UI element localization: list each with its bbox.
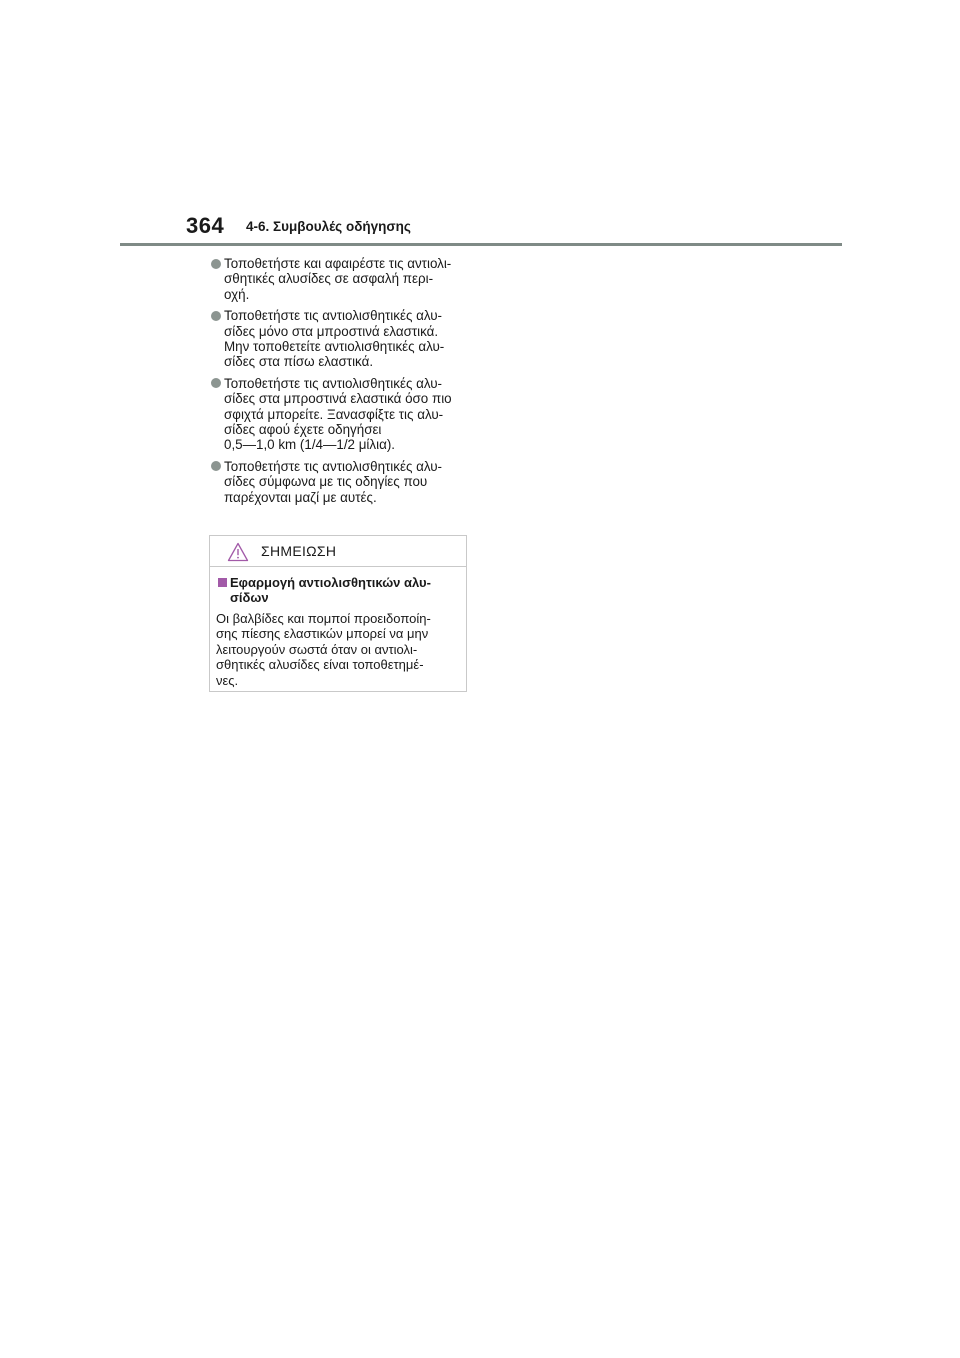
bullet-dot-icon bbox=[211, 378, 221, 388]
text-line: σίδες στα πίσω ελαστικά. bbox=[224, 354, 374, 370]
section-title: 4-6. Συμβουλές οδήγησης bbox=[246, 219, 411, 234]
text-line: Τοποθετήστε και αφαιρέστε τις αντιολι- bbox=[224, 256, 452, 271]
bullet-dot-icon bbox=[211, 461, 221, 471]
bullet-dot-icon bbox=[211, 259, 221, 269]
notice-subheading bbox=[216, 575, 460, 605]
bullet-list bbox=[210, 256, 472, 511]
notice-box bbox=[209, 535, 467, 692]
bullet-item bbox=[210, 376, 472, 453]
text-line: Οι βαλβίδες και πομποί προειδοποίη- bbox=[216, 611, 431, 626]
text-line: σίδων bbox=[230, 590, 269, 605]
text-line: παρέχονται μαζί με αυτές. bbox=[224, 489, 377, 505]
notice-text bbox=[216, 611, 460, 688]
text-line: σθητικές αλυσίδες είναι τοποθετημέ- bbox=[216, 657, 424, 673]
bullet-item bbox=[210, 459, 472, 505]
text-line: Εφαρμογή αντιολισθητικών αλυ- bbox=[230, 575, 431, 590]
text-line: νες. bbox=[216, 672, 239, 688]
text-line: 0,5—1,0 km (1/4—1/2 μίλια). bbox=[224, 437, 395, 453]
bullet-item bbox=[210, 308, 472, 370]
text-line: Τοποθετήστε τις αντιολισθητικές αλυ- bbox=[224, 458, 443, 474]
text-line: Τοποθετήστε τις αντιολισθητικές αλυ- bbox=[224, 375, 443, 391]
warning-triangle-icon bbox=[227, 542, 249, 562]
text-line: Τοποθετήστε τις αντιολισθητικές αλυ- bbox=[224, 308, 443, 324]
notice-body bbox=[210, 567, 466, 688]
text-line: λειτουργούν σωστά όταν οι αντιολι- bbox=[216, 641, 418, 657]
bullet-item bbox=[210, 256, 472, 302]
text-line: σίδες αφού έχετε οδηγήσει bbox=[224, 422, 382, 438]
notice-title: ΣΗΜΕΙΩΣΗ bbox=[261, 543, 337, 559]
text-line: σίδες στα μπροστινά ελαστικά όσο πιο bbox=[224, 391, 452, 407]
notice-header bbox=[210, 536, 466, 567]
header-rule bbox=[120, 243, 842, 246]
bullet-dot-icon bbox=[211, 311, 221, 321]
text-line: σθητικές αλυσίδες σε ασφαλή περι- bbox=[224, 271, 434, 287]
page-number: 364 bbox=[186, 213, 225, 238]
square-bullet-icon bbox=[218, 578, 227, 587]
text-line: σίδες σύμφωνα με τις οδηγίες που bbox=[224, 474, 428, 490]
text-line: οχή. bbox=[224, 286, 250, 302]
text-line: Μην τοποθετείτε αντιολισθητικές αλυ- bbox=[224, 339, 445, 355]
text-line: σίδες μόνο στα μπροστινά ελαστικά. bbox=[224, 323, 439, 339]
text-line: σφιχτά μπορείτε. Ξανασφίξτε τις αλυ- bbox=[224, 406, 444, 422]
text-line: σης πίεσης ελαστικών μπορεί να μην bbox=[216, 626, 429, 642]
